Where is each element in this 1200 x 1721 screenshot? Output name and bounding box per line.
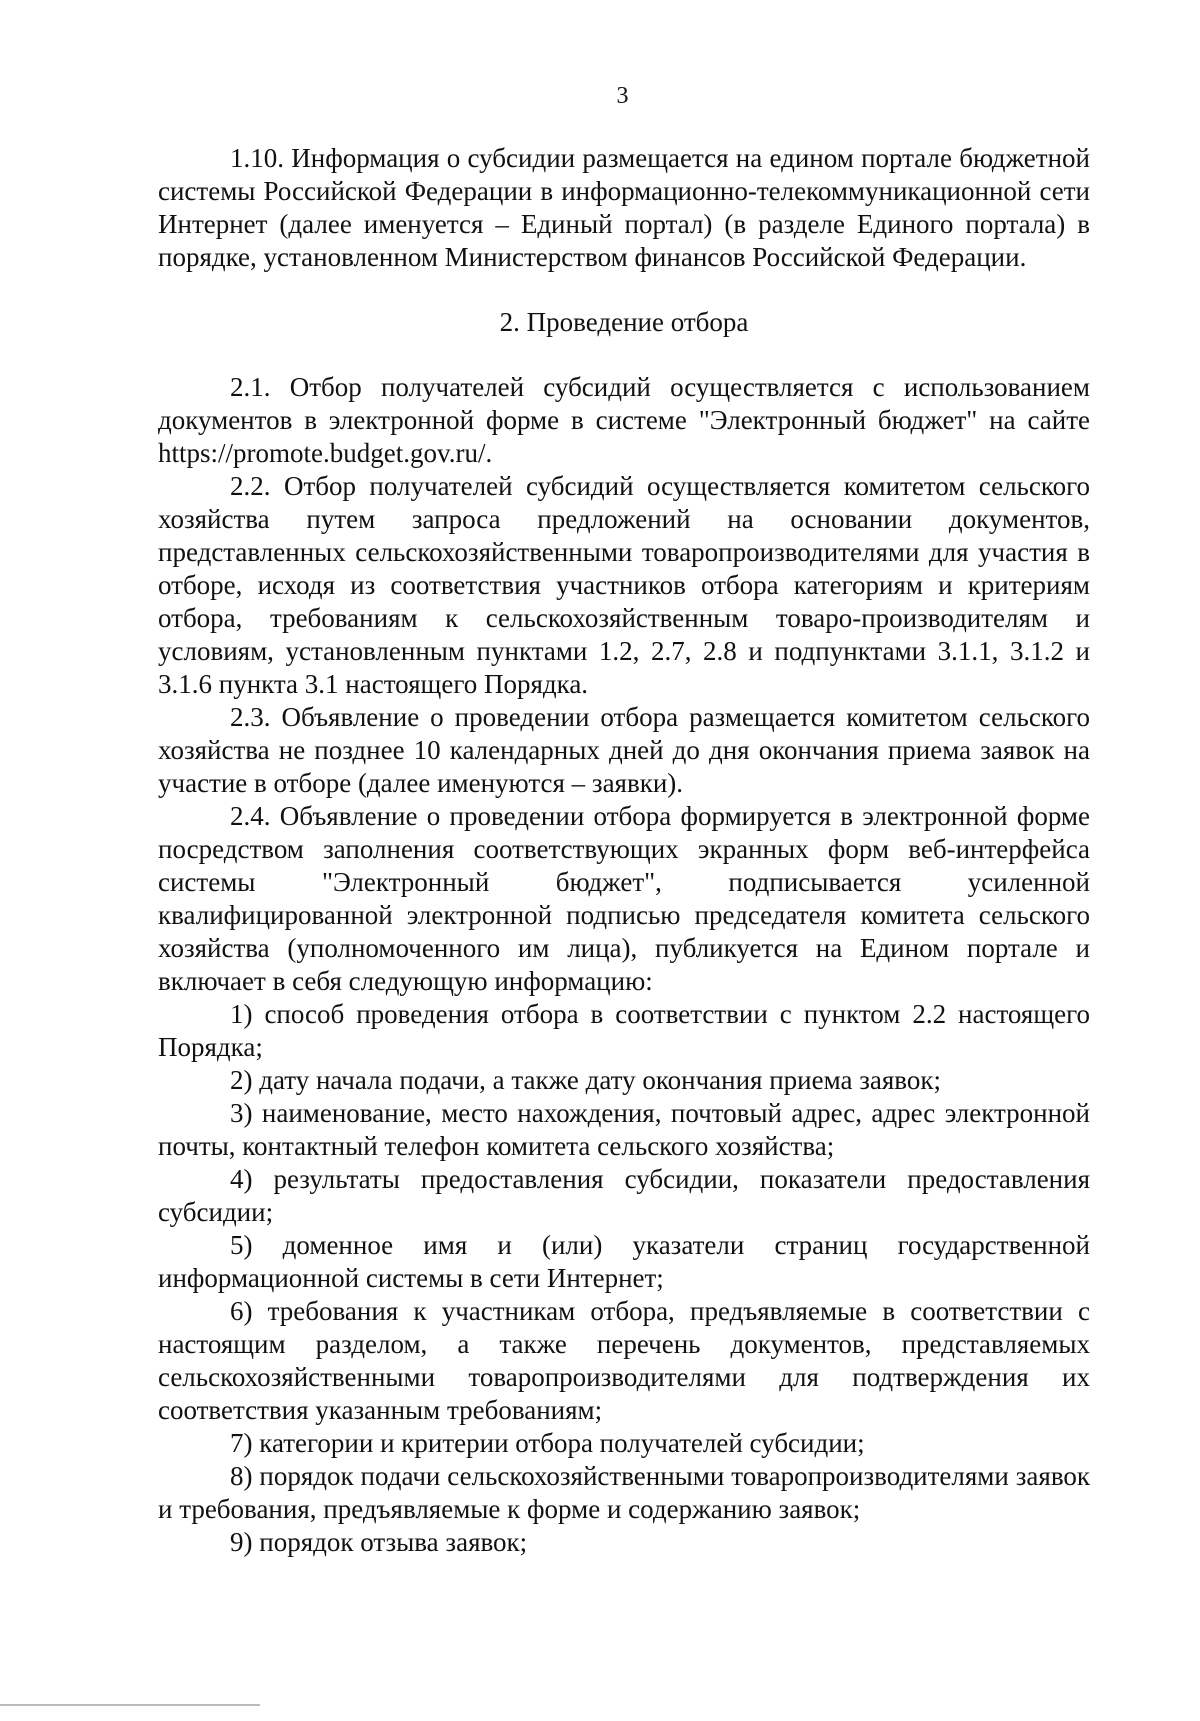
list-item-2: 2) дату начала подачи, а также дату окончания приема заявок; [230,1065,941,1095]
paragraph-2-2: 2.2. Отбор получателей субсидий осуществляется комитетом сельского хозяйства путем запроса предложений на основании документов, представленных сельскохозяйственными товаропроизводителями для участия в отборе, исходя из соответствия участников отбора категориям и критериям отбора, требованиям к сельскохозяйственным товаро-производителям и условиям, установленным пунктами 1.2, 2.7, 2.8 и подпунктами 3.1.1, 3.1.2 и 3.1.6 пункта 3.1 настоящего Порядка. [158,471,1090,699]
paragraph-2-1: 2.1. Отбор получателей субсидий осуществляется с использованием документов в электронной форме в системе "Электронный бюджет" на сайте https://promote.budget.gov.ru/. [158,372,1090,468]
section-heading: 2. Проведение отбора [499,307,749,337]
paragraph-2-4: 2.4. Объявление о проведении отбора формируется в электронной форме посредством заполнения соответствующих экранных форм веб-интерфейса системы "Электронный бюджет", подписывается усиленной квалифицированной электронной подписью председателя комитета сельского хозяйства (уполномоченного им лица), публикуется на Едином портале и включает в себя следующую информацию: [158,801,1090,996]
document-body [158,142,1090,1559]
list-item-9: 9) порядок отзыва заявок; [230,1527,528,1557]
list-item-4: 4) результаты предоставления субсидии, показатели предоставления субсидии; [158,1164,1090,1227]
list-item-7: 7) категории и критерии отбора получателей субсидии; [230,1428,865,1458]
paragraph-1-10: 1.10. Информация о субсидии размещается на едином портале бюджетной системы Российской Федерации в информационно-телекоммуникационной сети Интернет (далее именуется – Единый портал) (в разделе Единого портала) в порядке, установленном Министерством финансов Российской Федерации. [158,143,1090,272]
list-item-5: 5) доменное имя и (или) указатели страниц государственной информационной системы в сети Интернет; [158,1230,1090,1293]
list-item-3: 3) наименование, место нахождения, почтовый адрес, адрес электронной почты, контактный телефон комитета сельского хозяйства; [158,1098,1090,1161]
paragraph-2-3: 2.3. Объявление о проведении отбора размещается комитетом сельского хозяйства не позднее 10 календарных дней до дня окончания приема заявок на участие в отборе (далее именуются – заявки). [158,702,1090,798]
list-item-8: 8) порядок подачи сельскохозяйственными товаропроизводителями заявок и требования, предъявляемые к форме и содержанию заявок; [158,1461,1090,1524]
list-item-6: 6) требования к участникам отбора, предъявляемые в соответствии с настоящим разделом, а также перечень документов, представляемых сельскохозяйственными товаропроизводителями для подтверждения их соответствия указанным требованиям; [158,1296,1090,1425]
page-number: 3 [616,83,629,109]
list-item-1: 1) способ проведения отбора в соответствии с пунктом 2.2 настоящего Порядка; [158,999,1090,1062]
scan-edge-mark [0,1704,260,1706]
